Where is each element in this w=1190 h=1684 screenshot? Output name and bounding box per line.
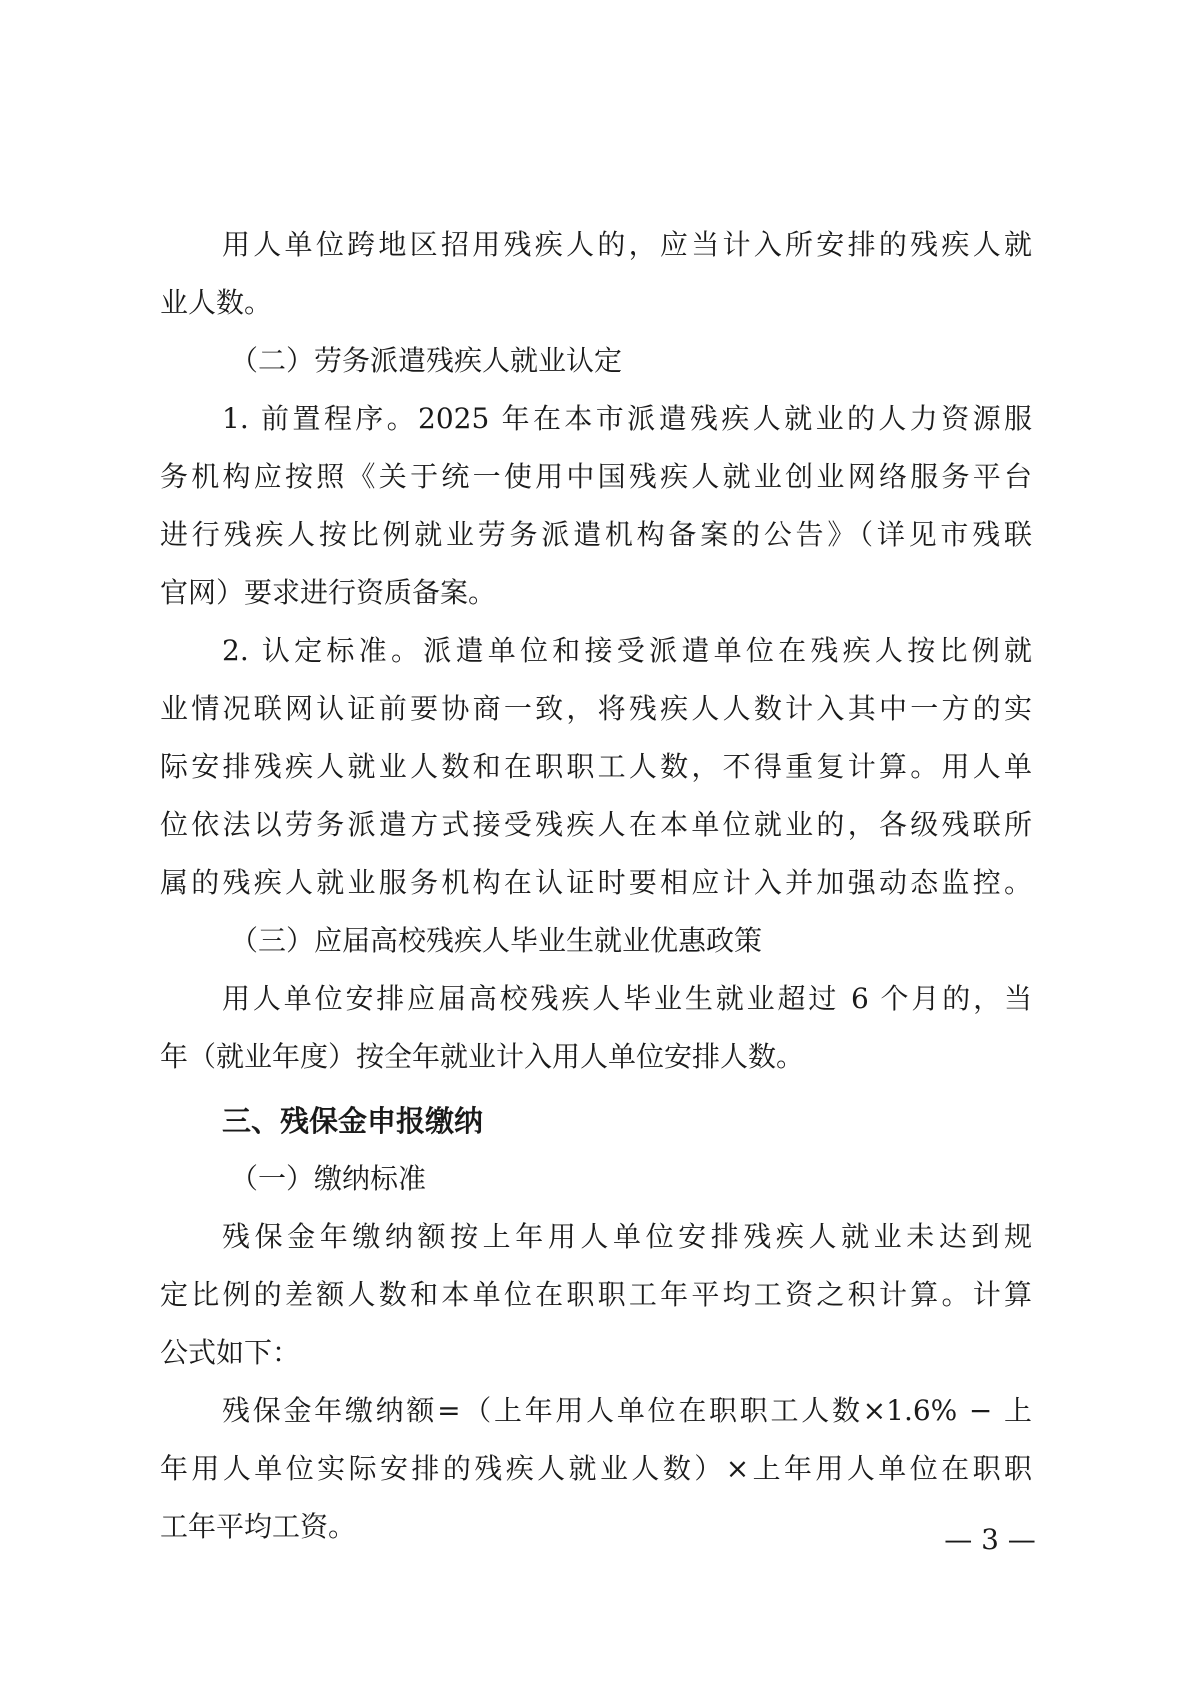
paragraph-line: 年（就业年度）按全年就业计入用人单位安排人数。 bbox=[160, 1040, 805, 1073]
paragraph-line: 业情况联网认证前要协商一致，将残疾人人数计入其中一方的实 bbox=[160, 692, 1032, 725]
paragraph-line: 务机构应按照《关于统一使用中国残疾人就业创业网络服务平台 bbox=[160, 460, 1032, 493]
paragraph-line: 进行残疾人按比例就业劳务派遣机构备案的公告》（详见市残联 bbox=[160, 518, 1032, 551]
paragraph-line: 用人单位跨地区招用残疾人的，应当计入所安排的残疾人就 bbox=[222, 228, 1032, 261]
paragraph-line: 定比例的差额人数和本单位在职职工年平均工资之积计算。计算 bbox=[160, 1278, 1032, 1311]
section-subheading: （一）缴纳标准 bbox=[230, 1162, 427, 1195]
paragraph-line: 公式如下： bbox=[160, 1336, 301, 1369]
paragraph-line: 业人数。 bbox=[160, 286, 273, 319]
paragraph-line: 1. 前置程序。2025 年在本市派遣残疾人就业的人力资源服 bbox=[222, 402, 1032, 435]
paragraph-line: 属的残疾人就业服务机构在认证时要相应计入并加强动态监控。 bbox=[160, 866, 1032, 899]
document-body bbox=[160, 216, 1032, 1556]
page-number: — 3 — bbox=[944, 1523, 1036, 1556]
section-subheading: （二）劳务派遣残疾人就业认定 bbox=[230, 344, 623, 377]
formula-line: 工年平均工资。 bbox=[160, 1510, 357, 1543]
formula-line: 年用人单位实际安排的残疾人就业人数）×上年用人单位在职职 bbox=[160, 1452, 1032, 1485]
paragraph-line: 位依法以劳务派遣方式接受残疾人在本单位就业的，各级残联所 bbox=[160, 808, 1032, 841]
formula-line: 残保金年缴纳额=（上年用人单位在职职工人数×1.6% − 上 bbox=[222, 1394, 1032, 1427]
section-heading: 三、残保金申报缴纳 bbox=[222, 1104, 484, 1138]
paragraph-line: 残保金年缴纳额按上年用人单位安排残疾人就业未达到规 bbox=[222, 1220, 1032, 1253]
paragraph-line: 2. 认定标准。派遣单位和接受派遣单位在残疾人按比例就 bbox=[222, 634, 1032, 667]
paragraph-line: 用人单位安排应届高校残疾人毕业生就业超过 6 个月的，当 bbox=[222, 982, 1032, 1015]
section-subheading: （三）应届高校残疾人毕业生就业优惠政策 bbox=[230, 924, 763, 957]
paragraph-line: 官网）要求进行资质备案。 bbox=[160, 576, 497, 609]
paragraph-line: 际安排残疾人就业人数和在职职工人数，不得重复计算。用人单 bbox=[160, 750, 1032, 783]
